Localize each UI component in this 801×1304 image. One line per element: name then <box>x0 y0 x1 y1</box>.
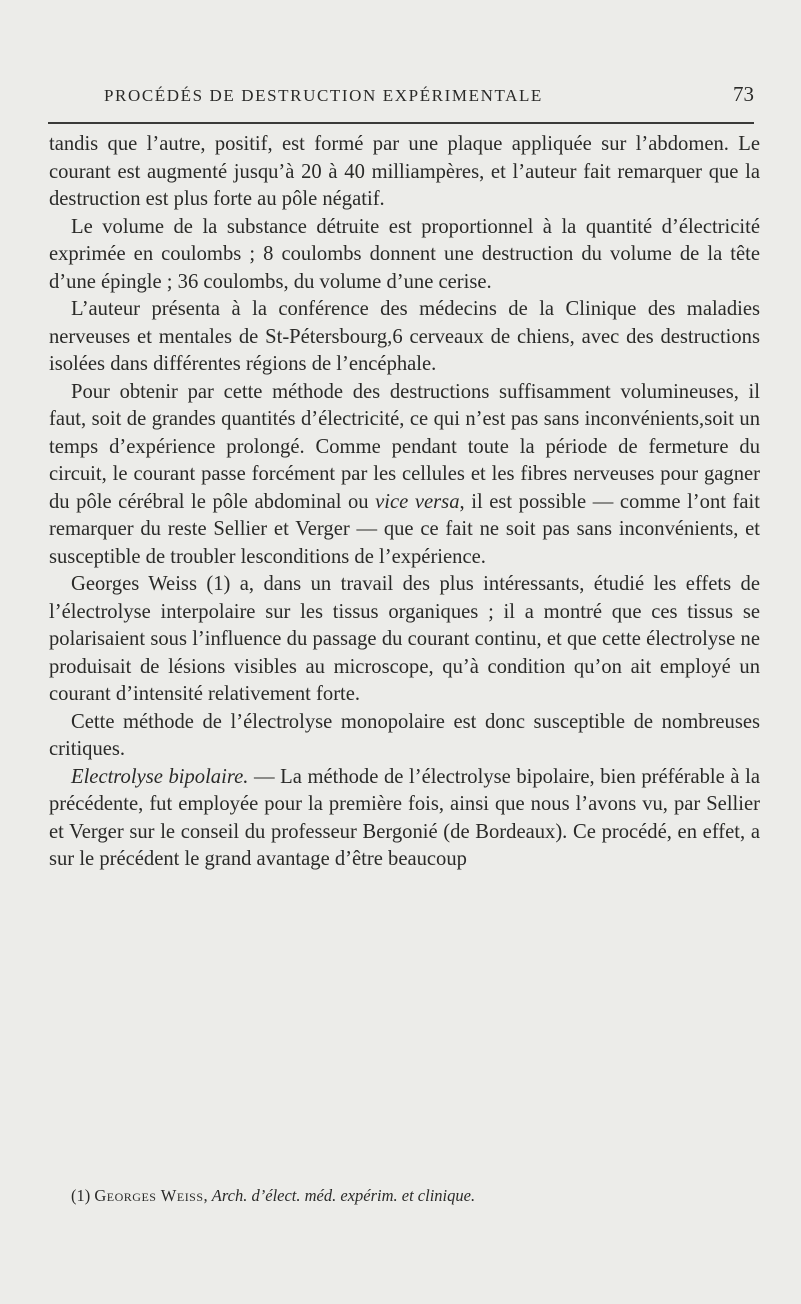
paragraph-text: Cette méthode de l’électrolyse monopolaire est donc susceptible de nombreuses critiques. <box>49 710 760 760</box>
paragraph-weiss <box>49 571 760 709</box>
paragraph-text: Le volume de la substance détruite est proportionnel à la quantité d’électricité exprimée en coulombs ; 8 coulombs donnent une destruction du volume de la tête d’une épingle ; 36 coulombs, du volume d’une cerise. <box>49 215 760 293</box>
paragraph-coulombs <box>49 214 760 297</box>
paragraph-text: — La méthode de l’électrolyse bipolaire, bien préférable à la précédente, fut employée pour la première fois, ainsi que nous l’avons vu, par Sellier et Verger sur le conseil du professeur Bergonié (de Bordeaux). Ce procédé, en effet, a sur le précédent le grand avantage d’être beaucoup <box>49 765 760 870</box>
body-text <box>49 131 760 874</box>
paragraph-method-drawbacks <box>49 379 760 572</box>
paragraph-bipolar <box>49 764 760 874</box>
footnote-author: Georges Weiss <box>94 1186 204 1205</box>
paragraph-text: Georges Weiss (1) a, dans un travail des plus intéressants, étudié les effets de l’électrolyse interpolaire sur les tissus organiques ; il a montré que ces tissus se polarisaient sous l’influence du passage du courant continu, et que cette électrolyse ne produisait de lésions visibles au microscope, qu’à condition qu’on ait employé un courant d’intensité relativement forte. <box>49 573 760 705</box>
paragraph-conference <box>49 296 760 379</box>
footnote-reference: Arch. d’élect. méd. expérim. et clinique. <box>211 1186 476 1205</box>
paragraph-text: , il est possible — comme l’ont fait remarquer du reste Sellier et Verger — que ce fait ne soit pas sans inconvénients, et susceptible de troubler lesconditions de l’expérience. <box>49 490 760 568</box>
header-rule <box>48 122 754 124</box>
section-heading: Electrolyse bipolaire. <box>71 765 249 788</box>
running-head <box>104 82 754 112</box>
paragraph-text: L’auteur présenta à la conférence des médecins de la Clinique des maladies nerveuses et mentales de St-Pétersbourg,6 cerveaux de chiens, avec des destructions isolées dans différentes régions de l’encéphale. <box>49 298 760 375</box>
footnote-marker: (1) <box>71 1186 95 1205</box>
page-number: 73 <box>733 82 754 106</box>
paragraph-text: Pour obtenir par cette méthode des destructions suffisamment volumineuses, il faut, soit de grandes quantités d’électricité, ce qui n’est pas sans inconvénients,soit un temps d’expérience prolongé. Comme pendant toute la période de fermeture du circuit, le courant passe forcément par les cellules et les fibres nerveuses pour gagner du pôle cérébral le pôle abdominal ou <box>49 380 760 513</box>
paragraph-text: tandis que l’autre, positif, est formé par une plaque appliquée sur l’abdomen. Le courant est augmenté jusqu’à 20 à 40 milliampères, et l’auteur fait remarquer que la destruction est plus forte au pôle négatif. <box>49 133 760 210</box>
paragraph-monopolar <box>49 709 760 764</box>
italic-phrase: vice versa <box>375 490 460 513</box>
paragraph-continuation <box>49 131 760 214</box>
running-title: PROCÉDÉS DE DESTRUCTION EXPÉRIMENTALE <box>104 86 543 105</box>
footnote: (1) Georges Weiss, Arch. d’élect. méd. expérim. et clinique. <box>71 1186 476 1205</box>
